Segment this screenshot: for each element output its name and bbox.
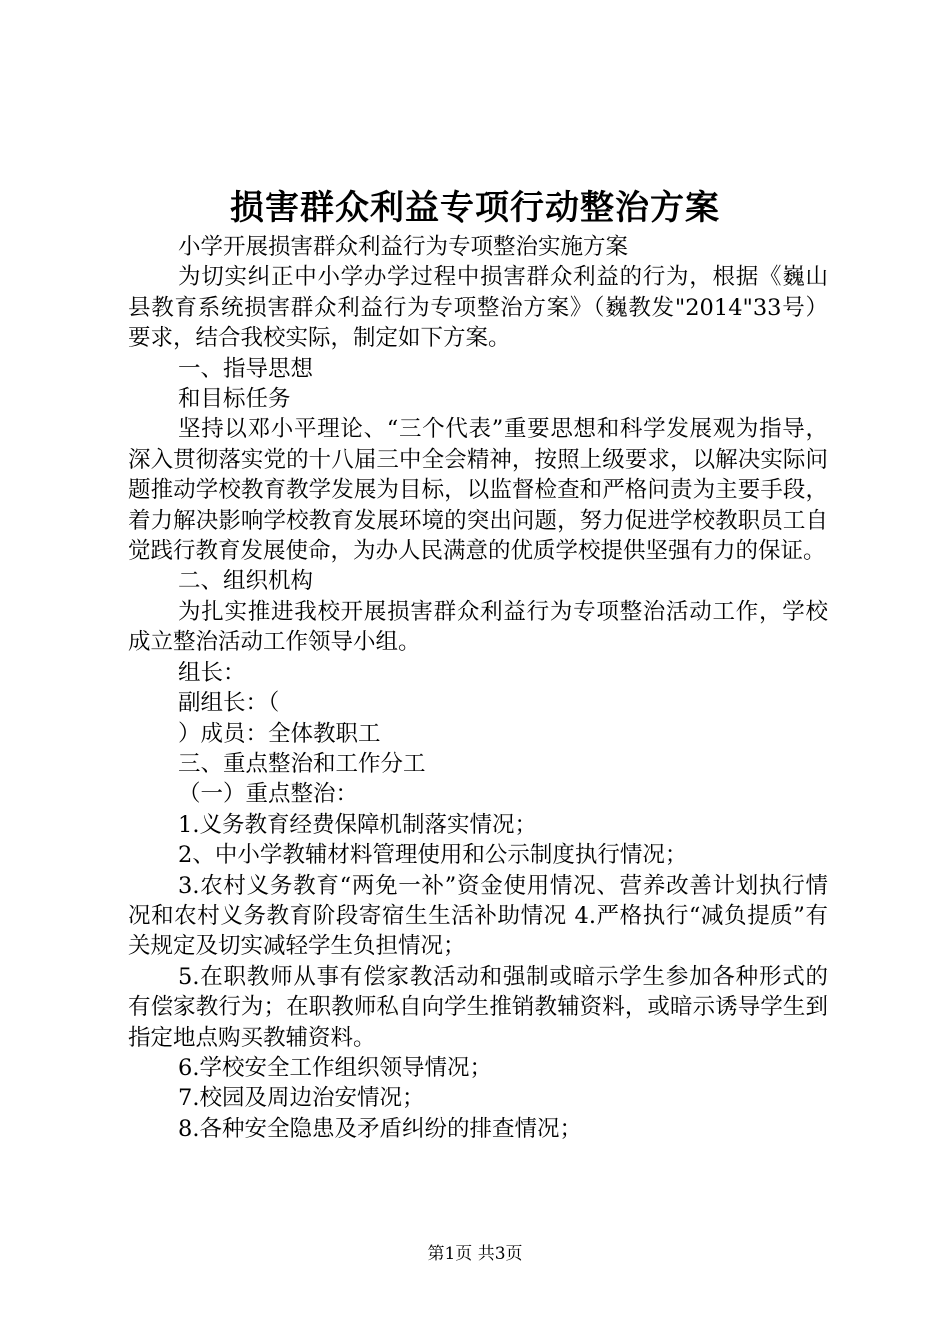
list-item-8: 8.各种安全隐患及矛盾纠纷的排查情况； <box>178 1115 582 1142</box>
document-body <box>128 232 828 1144</box>
paragraph-guiding-content: 坚持以邓小平理论、“三个代表”重要思想和科学发展观为指导，深入贯彻落实党的十八届三中全会精神，按照上级要求，以解决实际问题推动学校教育教学发展为目标，以监督检查和严格问责为主要手段，着力解决影响学校教育发展环境的突出问题，努力促进学校教职员工自觉践行教育发展使命，为办人民满意的优质学校提供坚强有力的保证。 <box>128 416 828 565</box>
paragraph-organization: 为扎实推进我校开展损害群众利益行为专项整治活动工作，学校成立整治活动工作领导小组。 <box>128 598 828 656</box>
list-item-7: 7.校园及周边治安情况； <box>178 1085 425 1112</box>
heading-goals: 和目标任务 <box>178 386 291 413</box>
paragraph-intro: 为切实纠正中小学办学过程中损害群众利益的行为，根据《巍山县教育系统损害群众利益行为专项整治方案》（巍教发"2014"33号）要求，结合我校实际，制定如下方案。 <box>128 264 828 352</box>
page-number-footer: 第1页 共3页 <box>427 1244 523 1264</box>
list-item-1: 1.义务教育经费保障机制落实情况； <box>178 811 537 838</box>
list-item-3-4: 3.农村义务教育“两免一补”资金使用情况、营养改善计划执行情况和农村义务教育阶段寄宿生生活补助情况 4.严格执行“减负提质”有关规定及切实减轻学生负担情况； <box>128 872 828 960</box>
list-item-6: 6.学校安全工作组织领导情况； <box>178 1054 492 1081</box>
heading-organization: 二、组织机构 <box>178 568 314 595</box>
list-item-5: 5.在职教师从事有偿家教活动和强制或暗示学生参加各种形式的有偿家教行为；在职教师私自向学生推销教辅资料，或暗示诱导学生到指定地点购买教辅资料。 <box>128 963 828 1051</box>
list-item-2: 2、中小学教辅材料管理使用和公示制度执行情况； <box>178 842 688 869</box>
heading-key-rectification: 三、重点整治和工作分工 <box>178 750 426 777</box>
line-group-leader: 组长： <box>178 659 246 686</box>
paragraph-subtitle: 小学开展损害群众利益行为专项整治实施方案 <box>178 234 629 260</box>
subheading-key-rectification: （一）重点整治： <box>178 781 359 808</box>
document-title: 损害群众利益专项行动整治方案 <box>230 188 720 228</box>
line-deputy-leader: 副组长：（ <box>178 690 280 717</box>
line-members: ）成员：全体教职工 <box>178 720 381 747</box>
heading-guiding-ideology: 一、指导思想 <box>178 355 314 382</box>
